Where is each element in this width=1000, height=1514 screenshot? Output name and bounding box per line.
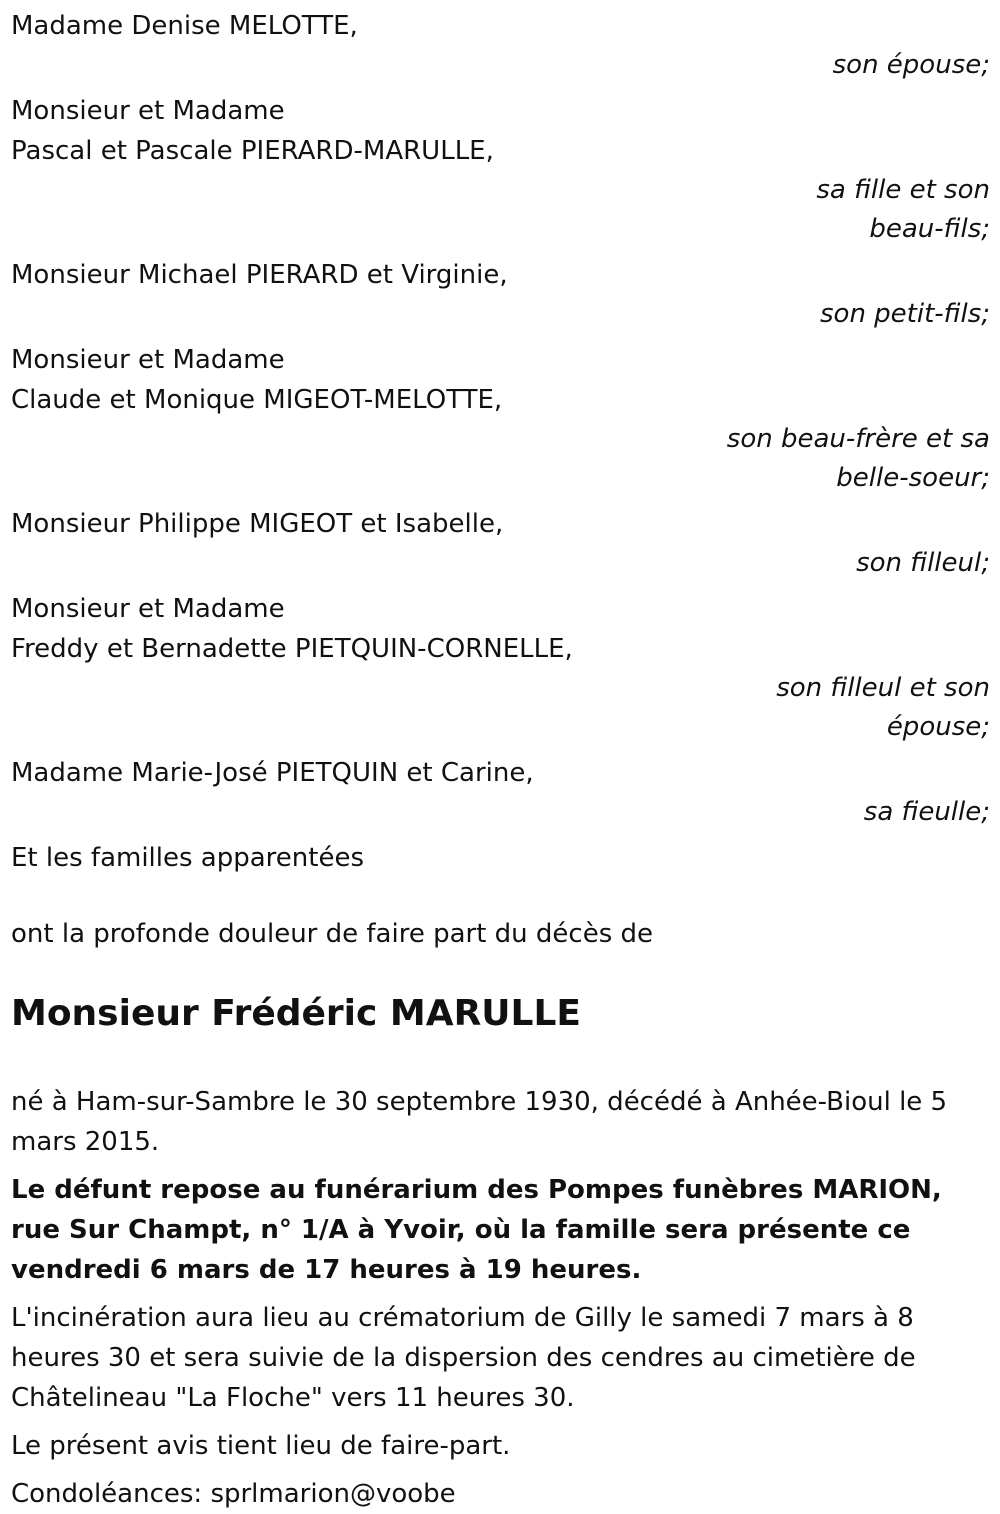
family-relation: son filleul; [856, 548, 990, 578]
family-relation: son beau-frère et sa [726, 424, 990, 454]
family-relation: son épouse; [832, 50, 990, 80]
family-name-line: Monsieur Michael PIERARD et Virginie, [11, 260, 508, 290]
family-relation: son petit-fils; [819, 299, 990, 329]
notice: Le présent avis tient lieu de faire-part. [11, 1431, 511, 1461]
funeral-home-info: Le défunt repose au funérarium des Pompes funèbres MARION, rue Sur Champt, n° 1/A à Yvoir, où la famille sera présente ce vendredi 6 mars de 17 heures à 19 heures. [11, 1175, 942, 1285]
family-relation: belle-soeur; [836, 463, 990, 493]
family-name-line: Pascal et Pascale PIERARD-MARULLE, [11, 136, 494, 166]
family-name-line: Claude et Monique MIGEOT-MELOTTE, [11, 385, 503, 415]
family-relation: beau-fils; [869, 214, 990, 244]
family-entry [11, 340, 990, 498]
family-name-line: Monsieur et Madame [11, 594, 285, 624]
family-name-line: Madame Denise MELOTTE, [11, 11, 358, 41]
family-entry [11, 255, 990, 334]
related-families: Et les familles apparentées [11, 843, 365, 873]
family-relation: sa fille et son [816, 175, 990, 205]
family-name-line: Freddy et Bernadette PIETQUIN-CORNELLE, [11, 634, 573, 664]
deceased-name: Monsieur Frédéric MARULLE [11, 993, 582, 1034]
family-relation: épouse; [886, 712, 990, 742]
family-name-line: Monsieur et Madame [11, 345, 285, 375]
family-entry [11, 6, 990, 85]
family-name-line: Monsieur et Madame [11, 96, 285, 126]
birth-death-info: né à Ham-sur-Sambre le 30 septembre 1930, décédé à Anhée-Bioul le 5 mars 2015. [11, 1087, 948, 1157]
family-name-line: Madame Marie-José PIETQUIN et Carine, [11, 758, 534, 788]
family-entry [11, 589, 990, 747]
cremation-info: L'incinération aura lieu au crématorium de Gilly le samedi 7 mars à 8 heures 30 et sera suivie de la dispersion des cendres au cimetière de Châtelineau "La Floche" vers 11 heures 30. [11, 1303, 916, 1413]
family-relation: son filleul et son [776, 673, 990, 703]
family-entry [11, 504, 990, 583]
spacer [11, 878, 990, 914]
family-entry [11, 753, 990, 832]
condolences: Condoléances: sprlmarion@voobe [11, 1479, 456, 1509]
family-relation: sa fieulle; [863, 797, 990, 827]
family-name-line: Monsieur Philippe MIGEOT et Isabelle, [11, 509, 504, 539]
announcement: ont la profonde douleur de faire part du décès de [11, 919, 654, 949]
family-entry [11, 91, 990, 249]
